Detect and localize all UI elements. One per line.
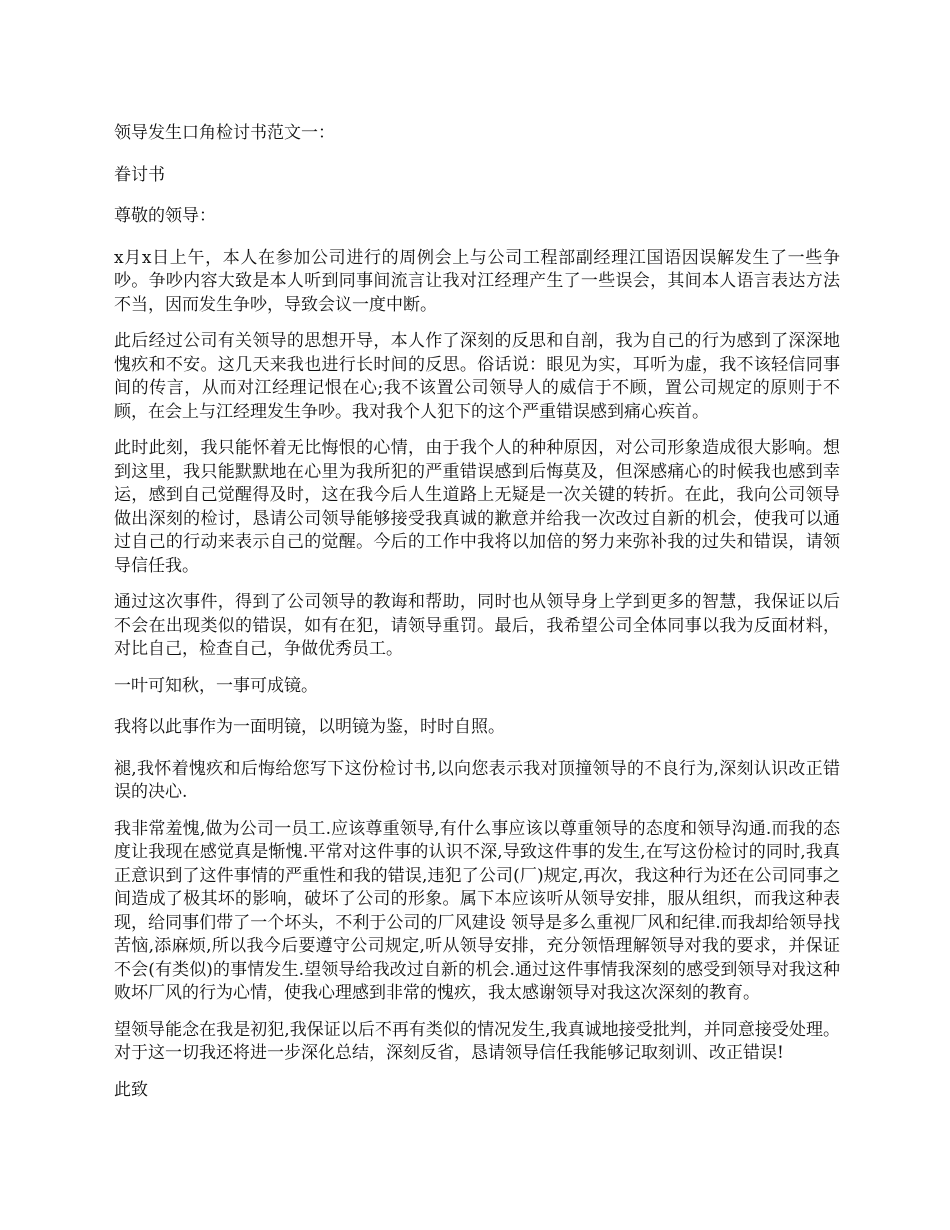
salutation: 尊敬的领导： [114, 206, 216, 226]
paragraph-resolve: 褪,我怀着愧疚和后悔给您写下这份检讨书,以向您表示我对顶撞领导的不良行为,深刻认识改正错误的决心. [114, 758, 840, 802]
document-title: 领导发生口角检讨书范文一： [114, 123, 335, 143]
paragraph-lesson: 通过这次事件，得到了公司领导的教诲和帮助，同时也从领导身上学到更多的智慧，我保证以后不会在出现类似的错误，如有在犯，请领导重罚。最后，我希望公司全体同事以我为反面材料，对比自己，检查自己，争做优秀员工。 [114, 592, 840, 659]
document-page [114, 122, 840, 1120]
paragraph-mirror: 我将以此事作为一面明镜，以明镜为鉴，时时自照。 [114, 717, 505, 737]
paragraph-plea: 望领导能念在我是初犯,我保证以后不再有类似的情况发生,我真诚地接受批判，并同意接受处理。对于这一切我还将进一步深化总结，深刻反省，恳请领导信任我能够记取刻训、改正错误! [114, 1019, 840, 1063]
closing: 此致 [114, 1079, 148, 1100]
document-heading: 眷讨书 [114, 164, 165, 185]
paragraph-shame: 我非常羞愧,做为公司一员工.应该尊重领导,有什么事应该以尊重领导的态度和领导沟通.而我的态度让我现在感觉真是惭愧.平常对这件事的认识不深,导致这件事的发生,在写这份检讨的同时,我真正意识到了这件事情的严重性和我的错误,违犯了公司(厂)规定,再次，我这种行为还在公司同事之间造成了极其坏的影响，破坏了公司的形象。属下本应该听从领导安排，服从组织，而我这种表现，给同事们带了一个坏头，不利于公司的厂风建设 领导是多么重视厂风和纪律.而我却给领导找苦恼,添麻烦,所以我今后要遵守公司规定,听从领导安排，充分领悟理解领导对我的要求，并保证不会(有类似)的事情发生.望领导给我改过自新的机会.通过这件事情我深刻的感受到领导对我这种败坏厂风的行为心情，使我心理感到非常的愧疚，我太感谢领导对我这次深刻的教育。 [114, 818, 840, 1003]
paragraph-incident: x月x日上午，本人在参加公司进行的周例会上与公司工程部副经理江国语因误解发生了一些争吵。争吵内容大致是本人听到同事间流言让我对江经理产生了一些误会，其间本人语言表达方法不当，因而发生争吵，导致会议一度中断。 [114, 247, 840, 315]
paragraph-proverb: 一叶可知秋，一事可成镜。 [114, 675, 318, 696]
paragraph-remorse: 此时此刻，我只能怀着无比悔恨的心情，由于我个人的种种原因，对公司形象造成很大影响。想到这里，我只能默默地在心里为我所犯的严重错误感到后悔莫及，但深感痛心的时候我也感到幸运，感到自己觉醒得及时，这在我今后人生道路上无疑是一次关键的转折。在此，我向公司领导做出深刻的检讨，恳请公司领导能够接受我真诚的歉意并给我一次改过自新的机会，使我可以通过自己的行动来表示自己的觉醒。今后的工作中我将以加倍的努力来弥补我的过失和错误，请领导信任我。 [114, 438, 840, 576]
paragraph-reflection: 此后经过公司有关领导的思想开导，本人作了深刻的反思和自剖，我为自己的行为感到了深深地愧疚和不安。这几天来我也进行长时间的反思。俗话说：眼见为实，耳听为虚，我不该轻信同事间的传言，从而对江经理记恨在心;我不该置公司领导人的威信于不顾，置公司规定的原则于不顾，在会上与江经理发生争吵。我对我个人犯下的这个严重错误感到痛心疾首。 [114, 331, 840, 422]
